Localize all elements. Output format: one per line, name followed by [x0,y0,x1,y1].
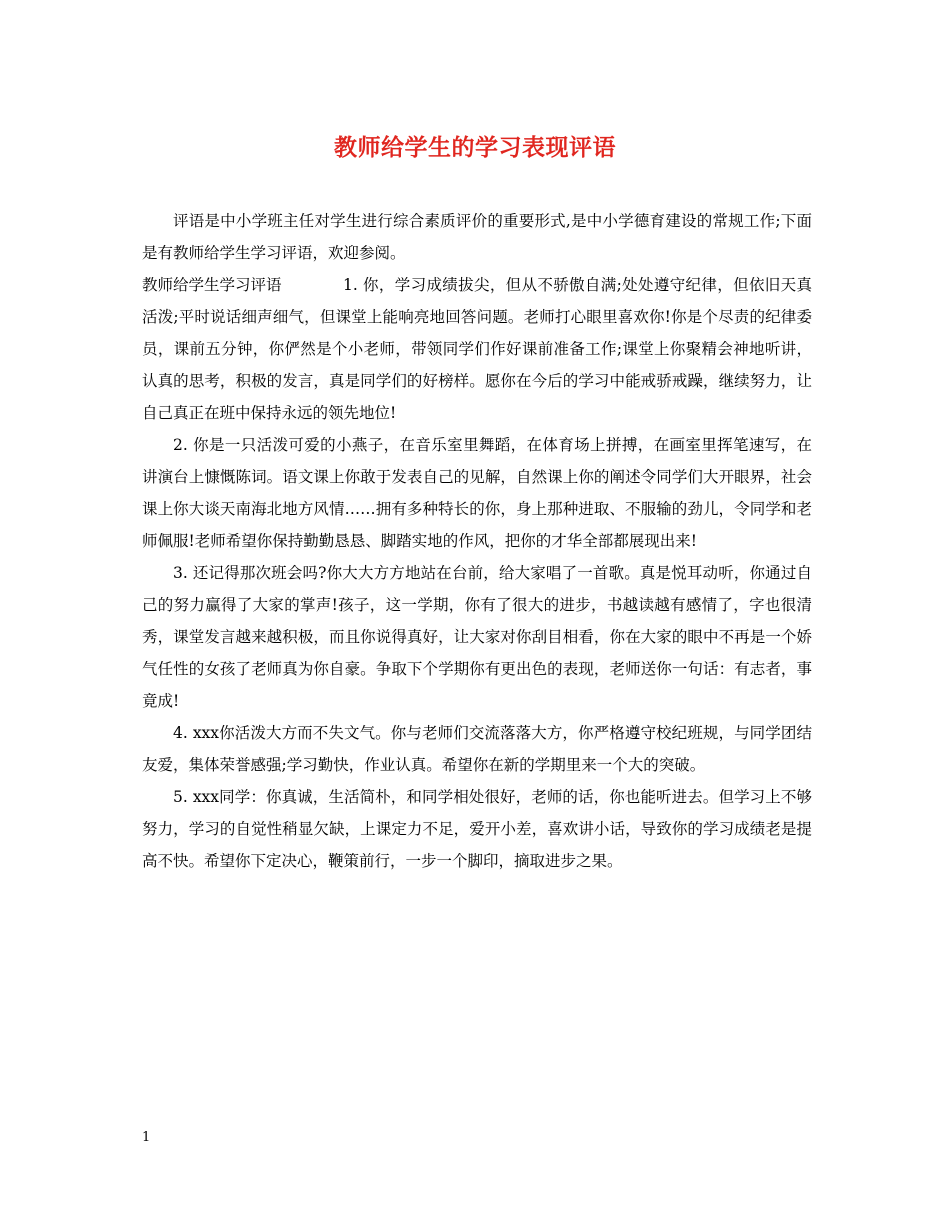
document-body [142,205,812,877]
comment-text-1: 1. 你，学习成绩拔尖，但从不骄傲自满;处处遵守纪律，但依旧天真活泼;平时说话细声细气，但课堂上能响亮地回答问题。老师打心眼里喜欢你!你是个尽责的纪律委员，课前五分钟，你俨然是个小老师，带领同学们作好课前准备工作;课堂上你聚精会神地听讲，认真的思考，积极的发言，真是同学们的好榜样。愿你在今后的学习中能戒骄戒躁，继续努力，让自己真正在班中保持永远的领先地位! [142,276,812,422]
comment-item-2: 2. 你是一只活泼可爱的小燕子，在音乐室里舞蹈，在体育场上拼搏，在画室里挥笔速写，在讲演台上慷慨陈词。语文课上你敢于发表自己的见解，自然课上你的阐述令同学们大开眼界，社会课上你大谈天南海北地方风情……拥有多种特长的你，身上那种进取、不服输的劲儿，令同学和老师佩服!老师希望你保持勤勤恳恳、脚踏实地的作风，把你的才华全部都展现出来! [142,436,812,550]
comment-item-4: 4. xxx你活泼大方而不失文气。你与老师们交流落落大方，你严格遵守校纪班规，与同学团结友爱，集体荣誉感强;学习勤快，作业认真。希望你在新的学期里来一个大的突破。 [142,724,812,774]
section-label: 教师给学生学习评语 [142,276,282,294]
document-title: 教师给学生的学习表现评语 [334,134,616,161]
comment-item-1 [142,269,812,429]
page-number: 1 [142,1130,151,1145]
intro-paragraph: 评语是中小学班主任对学生进行综合素质评价的重要形式,是中小学德育建设的常规工作;下面是有教师给学生学习评语，欢迎参阅。 [142,212,812,262]
comment-item-5: 5. xxx同学：你真诚，生活简朴，和同学相处很好，老师的话，你也能听进去。但学习上不够努力，学习的自觉性稍显欠缺，上课定力不足，爱开小差，喜欢讲小话，导致你的学习成绩老是提高不快。希望你下定决心，鞭策前行，一步一个脚印，摘取进步之果。 [142,788,812,870]
comment-item-3: 3. 还记得那次班会吗?你大大方方地站在台前，给大家唱了一首歌。真是悦耳动听，你通过自己的努力赢得了大家的掌声!孩子，这一学期，你有了很大的进步，书越读越有感情了，字也很清秀，课堂发言越来越积极，而且你说得真好，让大家对你刮目相看，你在大家的眼中不再是一个娇气任性的女孩了老师真为你自豪。争取下个学期你有更出色的表现，老师送你一句话：有志者，事竟成! [142,564,812,710]
